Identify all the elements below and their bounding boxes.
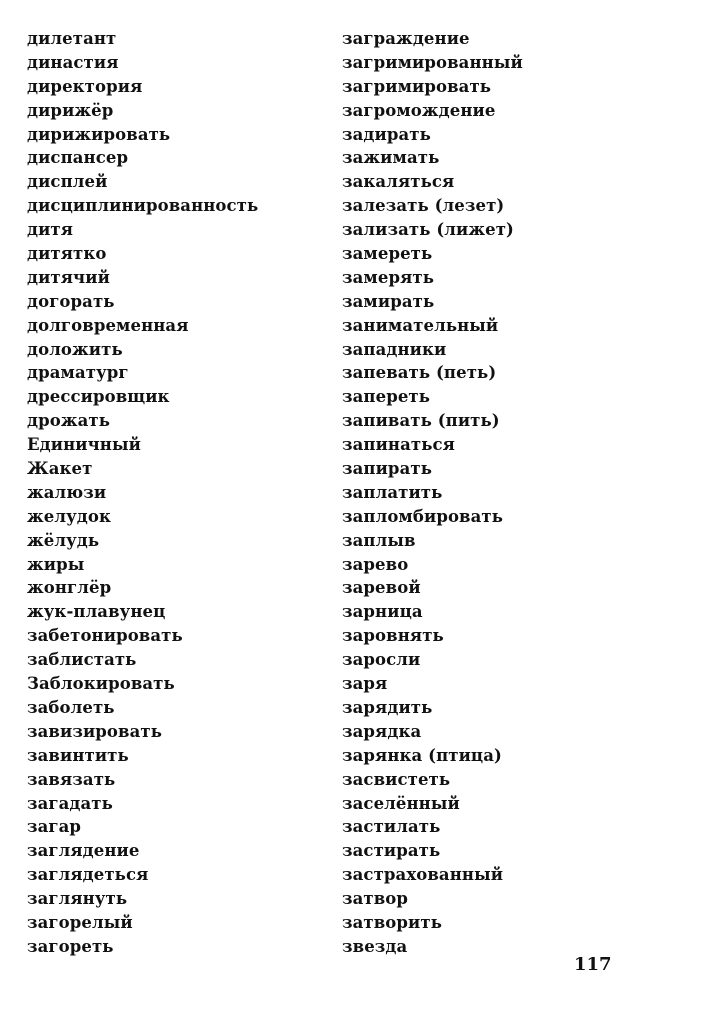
- word-entry: закаляться: [342, 172, 455, 192]
- word-entry: заглянуть: [27, 889, 128, 909]
- word-entry: зарянка (птица): [342, 745, 502, 765]
- word-entry: замирать: [342, 291, 435, 311]
- word-entry: догорать: [27, 291, 115, 311]
- word-entry: западники: [342, 339, 447, 359]
- word-entry: загорелый: [27, 912, 133, 932]
- word-entry: жук-плавунец: [27, 602, 166, 622]
- word-list-right-column: [342, 27, 523, 959]
- word-entry: долговременная: [27, 315, 189, 335]
- word-entry: заглядение: [27, 841, 140, 861]
- word-entry: заглядеться: [27, 865, 149, 885]
- word-entry: дисциплинированность: [27, 196, 259, 216]
- word-entry: занимательный: [342, 315, 499, 335]
- word-entry: загадать: [27, 793, 113, 813]
- word-entry: зализать (лижет): [342, 220, 514, 240]
- word-entry: заря: [342, 674, 388, 694]
- word-entry: застилать: [342, 817, 441, 837]
- word-entry: забетонировать: [27, 626, 183, 646]
- word-entry: застрахованный: [342, 865, 504, 885]
- word-entry: засвистеть: [342, 769, 451, 789]
- word-entry: зарядить: [342, 697, 433, 717]
- word-entry: зарево: [342, 554, 409, 574]
- word-entry: запереть: [342, 387, 431, 407]
- word-entry: Единичный: [27, 435, 141, 455]
- word-entry: зарница: [342, 602, 423, 622]
- word-entry: дитя: [27, 220, 74, 240]
- word-entry: залезать (лезет): [342, 196, 505, 216]
- word-entry: завязать: [27, 769, 116, 789]
- word-entry: звезда: [342, 936, 408, 956]
- word-entry: Заблокировать: [27, 674, 175, 694]
- word-entry: жалюзи: [27, 482, 107, 502]
- word-entry: заревой: [342, 578, 421, 598]
- word-list-left-column: [27, 27, 258, 959]
- word-entry: заросли: [342, 650, 421, 670]
- word-entry: заровнять: [342, 626, 444, 646]
- word-entry: загар: [27, 817, 82, 837]
- word-entry: дитячий: [27, 267, 110, 287]
- word-entry: загореть: [27, 936, 114, 956]
- word-entry: директория: [27, 76, 143, 96]
- word-entry: драматург: [27, 363, 129, 383]
- word-entry: дрессировщик: [27, 387, 170, 407]
- word-entry: заплатить: [342, 482, 443, 502]
- word-entry: доложить: [27, 339, 123, 359]
- word-entry: дрожать: [27, 411, 111, 431]
- word-entry: Жакет: [27, 459, 93, 479]
- word-entry: загримированный: [342, 52, 523, 72]
- word-entry: завинтить: [27, 745, 129, 765]
- word-entry: заплыв: [342, 530, 416, 550]
- word-entry: заселённый: [342, 793, 460, 813]
- word-entry: запирать: [342, 459, 432, 479]
- word-entry: завизировать: [27, 721, 163, 741]
- word-entry: запломбировать: [342, 506, 504, 526]
- page-number: 117: [574, 954, 612, 975]
- word-entry: запевать (петь): [342, 363, 497, 383]
- word-entry: дирижёр: [27, 100, 114, 120]
- word-entry: заболеть: [27, 697, 115, 717]
- word-entry: жиры: [27, 554, 85, 574]
- word-entry: задирать: [342, 124, 431, 144]
- word-entry: дилетант: [27, 29, 117, 48]
- word-entry: заграждение: [342, 29, 470, 48]
- word-entry: загромождение: [342, 100, 496, 120]
- word-entry: замереть: [342, 244, 433, 264]
- word-entry: желудок: [27, 506, 111, 526]
- word-entry: зажимать: [342, 148, 440, 168]
- word-entry: диспансер: [27, 148, 129, 168]
- word-entry: заблистать: [27, 650, 137, 670]
- word-entry: жонглёр: [27, 578, 112, 598]
- word-entry: жёлудь: [27, 530, 100, 550]
- word-entry: замерять: [342, 267, 435, 287]
- word-entry: зарядка: [342, 721, 422, 741]
- word-entry: дисплей: [27, 172, 108, 192]
- word-entry: затворить: [342, 912, 443, 932]
- word-entry: дирижировать: [27, 124, 171, 144]
- word-entry: застирать: [342, 841, 441, 861]
- word-entry: запинаться: [342, 435, 455, 455]
- word-entry: запивать (пить): [342, 411, 500, 431]
- word-entry: затвор: [342, 889, 409, 909]
- word-entry: дитятко: [27, 244, 107, 264]
- word-entry: династия: [27, 52, 119, 72]
- word-entry: загримировать: [342, 76, 492, 96]
